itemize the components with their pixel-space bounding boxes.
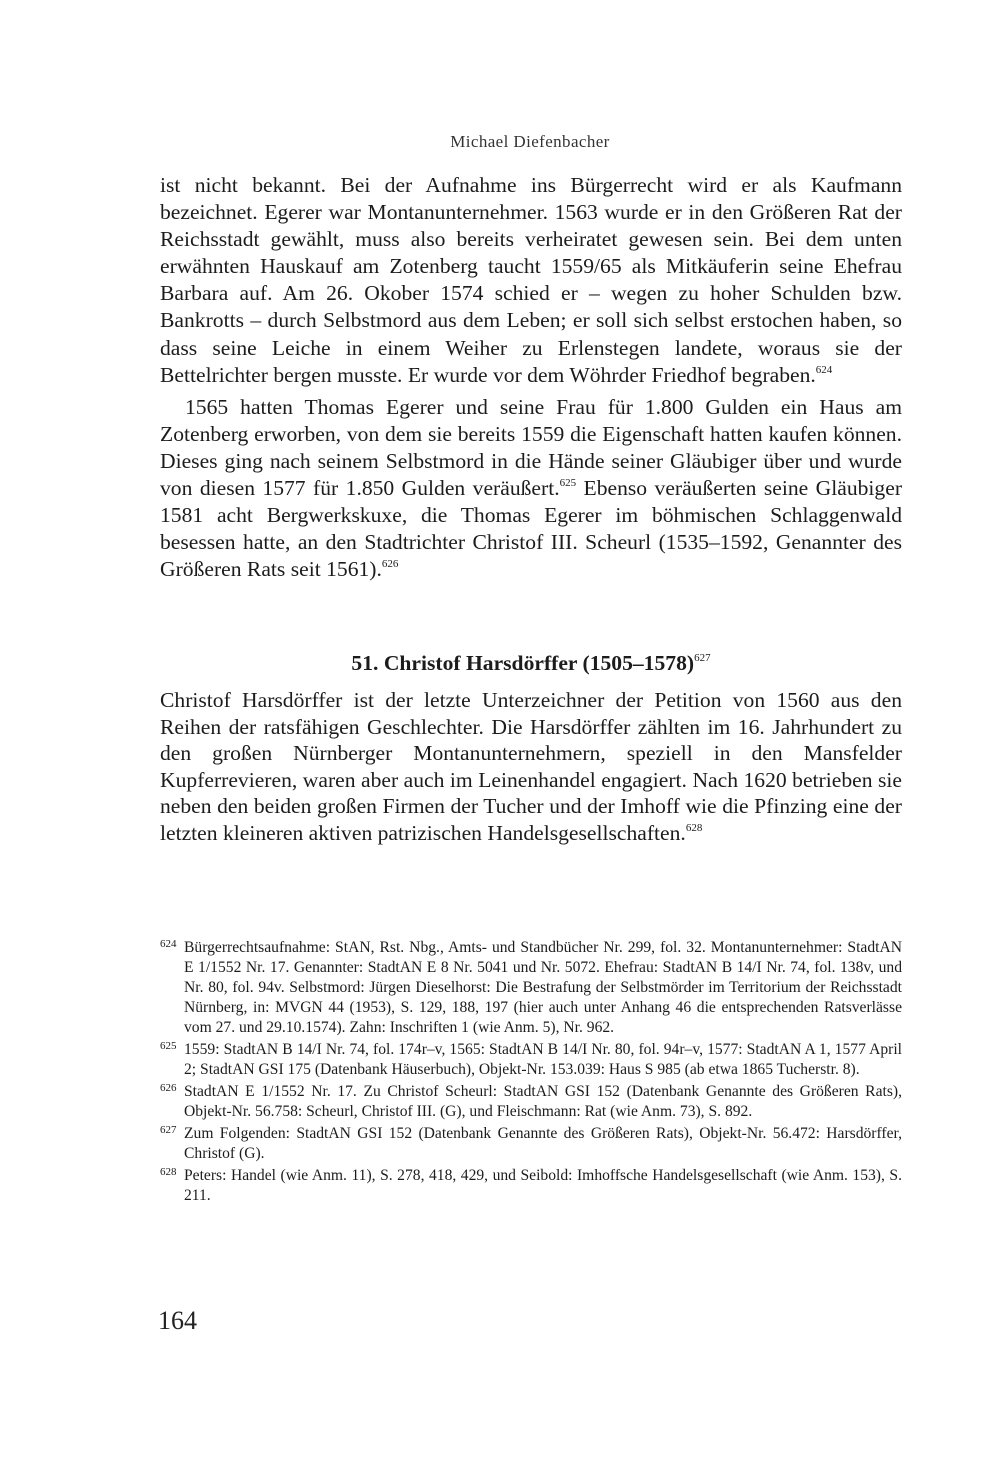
footnote-ref-627[interactable]: 627 xyxy=(694,652,711,664)
footnote-ref-628[interactable]: 628 xyxy=(685,821,703,834)
footnote-ref-626[interactable]: 626 xyxy=(381,558,399,571)
section-text xyxy=(160,687,902,847)
footnote-ref-625[interactable]: 625 xyxy=(559,477,577,490)
page-number: 164 xyxy=(158,1306,197,1335)
section-heading xyxy=(160,650,902,677)
footnote-text: Zum Folgenden: StadtAN GSI 152 (Datenbank Genannte des Größeren Rats), Objekt-Nr. 56.472: Harsdörffer, Christof (G). xyxy=(184,1125,902,1162)
footnote-text: Bürgerrechtsaufnahme: StAN, Rst. Nbg., Amts- und Standbücher Nr. 299, fol. 32. Montanunternehmer: StadtAN E 1/1552 Nr. 17. Genannter: StadtAN E 8 Nr. 5041 und Nr. 5072. Ehefrau: StadtAN B 14/I Nr. 74, fol. 138v, und Nr. 80, fol. 94v. Selbstmord: Jürgen Dieselhorst: Die Bestrafung der Selbstmörder im Territorium der Reichsstadt Nürnberg, in: MVGN 44 (1953), S. 129, 188, 197 (hier auch unter Anhang 46 die entsprechenden Ratsverlässe vom 27. und 29.10.1574). Zahn: Inschriften 1 (wie Anm. 5), Nr. 962. xyxy=(184,939,902,1036)
running-head: Michael Diefenbacher xyxy=(450,132,610,151)
footnote-number: 624 xyxy=(160,938,177,950)
footnote-625 xyxy=(160,1040,902,1080)
paragraph-2 xyxy=(160,394,902,584)
footnote-ref-624[interactable]: 624 xyxy=(815,363,833,376)
paragraph-2-text-a: 1565 hatten Thomas Egerer und seine Frau für 1.800 Gulden ein Haus am Zotenberg erworben, von dem sie bereits 1559 die Eigenschaft hatten kaufen können. Dieses ging nach seinem Selbstmord in die Hände seiner Gläubiger über und wurde von diesen 1577 für 1.850 Gulden veräußert. xyxy=(160,394,902,501)
footnote-number: 626 xyxy=(160,1082,177,1094)
footnote-626 xyxy=(160,1082,902,1122)
footnote-number: 625 xyxy=(160,1040,177,1052)
section-paragraph xyxy=(160,687,902,847)
main-text xyxy=(160,172,902,583)
section-heading-text: 51. Christof Harsdörffer (1505–1578) xyxy=(351,651,695,675)
footnote-text: StadtAN E 1/1552 Nr. 17. Zu Christof Scheurl: StadtAN GSI 152 (Datenbank Genannte des Größeren Rats), Objekt-Nr. 56.758: Scheurl, Christof III. (G), und Fleischmann: Rat (wie Anm. 73), S. 892. xyxy=(184,1083,902,1120)
footnotes xyxy=(160,938,902,1208)
paragraph-1-text: ist nicht bekannt. Bei der Aufnahme ins Bürgerrecht wird er als Kaufmann bezeichnet. Egerer war Montanunternehmer. 1563 wurde er in den Größeren Rat der Reichsstadt gewählt, muss also bereits verheiratet gewesen sein. Bei dem unten erwähnten Hauskauf am Zotenberg taucht 1559/65 als Mitkäuferin seine Ehefrau Barbara auf. Am 26. Okober 1574 schied er – wegen zu hoher Schulden bzw. Bankrotts – durch Selbstmord aus dem Leben; er soll sich selbst erstochen haben, so dass seine Leiche in einem Weiher zu Erlenstegen landete, woraus sie der Bettelrichter bergen musste. Er wurde vor dem Wöhrder Friedhof begraben. xyxy=(160,173,902,387)
paragraph-1 xyxy=(160,172,902,389)
section-paragraph-text: Christof Harsdörffer ist der letzte Unterzeichner der Petition von 1560 aus den Reihen der ratsfähigen Geschlechter. Die Harsdörffer zählten im 16. Jahrhundert zu den großen Nürnberger Montanunternehmern, speziell in den Mansfelder Kupferrevieren, waren aber auch im Leinenhandel engagiert. Nach 1620 betrieben sie neben den beiden großen Firmen der Tucher und der Imhoff wie die Pfinzing eine der letzten kleineren aktiven patrizischen Handelsgesellschaften. xyxy=(160,688,902,845)
footnote-628 xyxy=(160,1166,902,1206)
footnote-number: 628 xyxy=(160,1166,177,1178)
footnote-624 xyxy=(160,938,902,1038)
footnote-text: Peters: Handel (wie Anm. 11), S. 278, 418, 429, und Seibold: Imhoffsche Handelsgesellschaft (wie Anm. 153), S. 211. xyxy=(184,1167,902,1204)
footnote-number: 627 xyxy=(160,1124,177,1136)
footnote-627 xyxy=(160,1124,902,1164)
paragraph-2-text-b: Ebenso veräußerten seine Gläubiger 1581 acht Bergwerkskuxe, die Thomas Egerer im böhmischen Schlaggenwald besessen hatte, an den Stadtrichter Christof III. Scheurl (1535–1592, Genannter des Größeren Rats seit 1561). xyxy=(160,476,903,582)
footnote-text: 1559: StadtAN B 14/I Nr. 74, fol. 174r–v, 1565: StadtAN B 14/I Nr. 80, fol. 94r–v, 1577: StadtAN A 1, 1577 April 2; StadtAN GSI 175 (Datenbank Häuserbuch), Objekt-Nr. 153.039: Haus S 985 (ab etwa 1865 Tucherstr. 8). xyxy=(184,1041,902,1078)
